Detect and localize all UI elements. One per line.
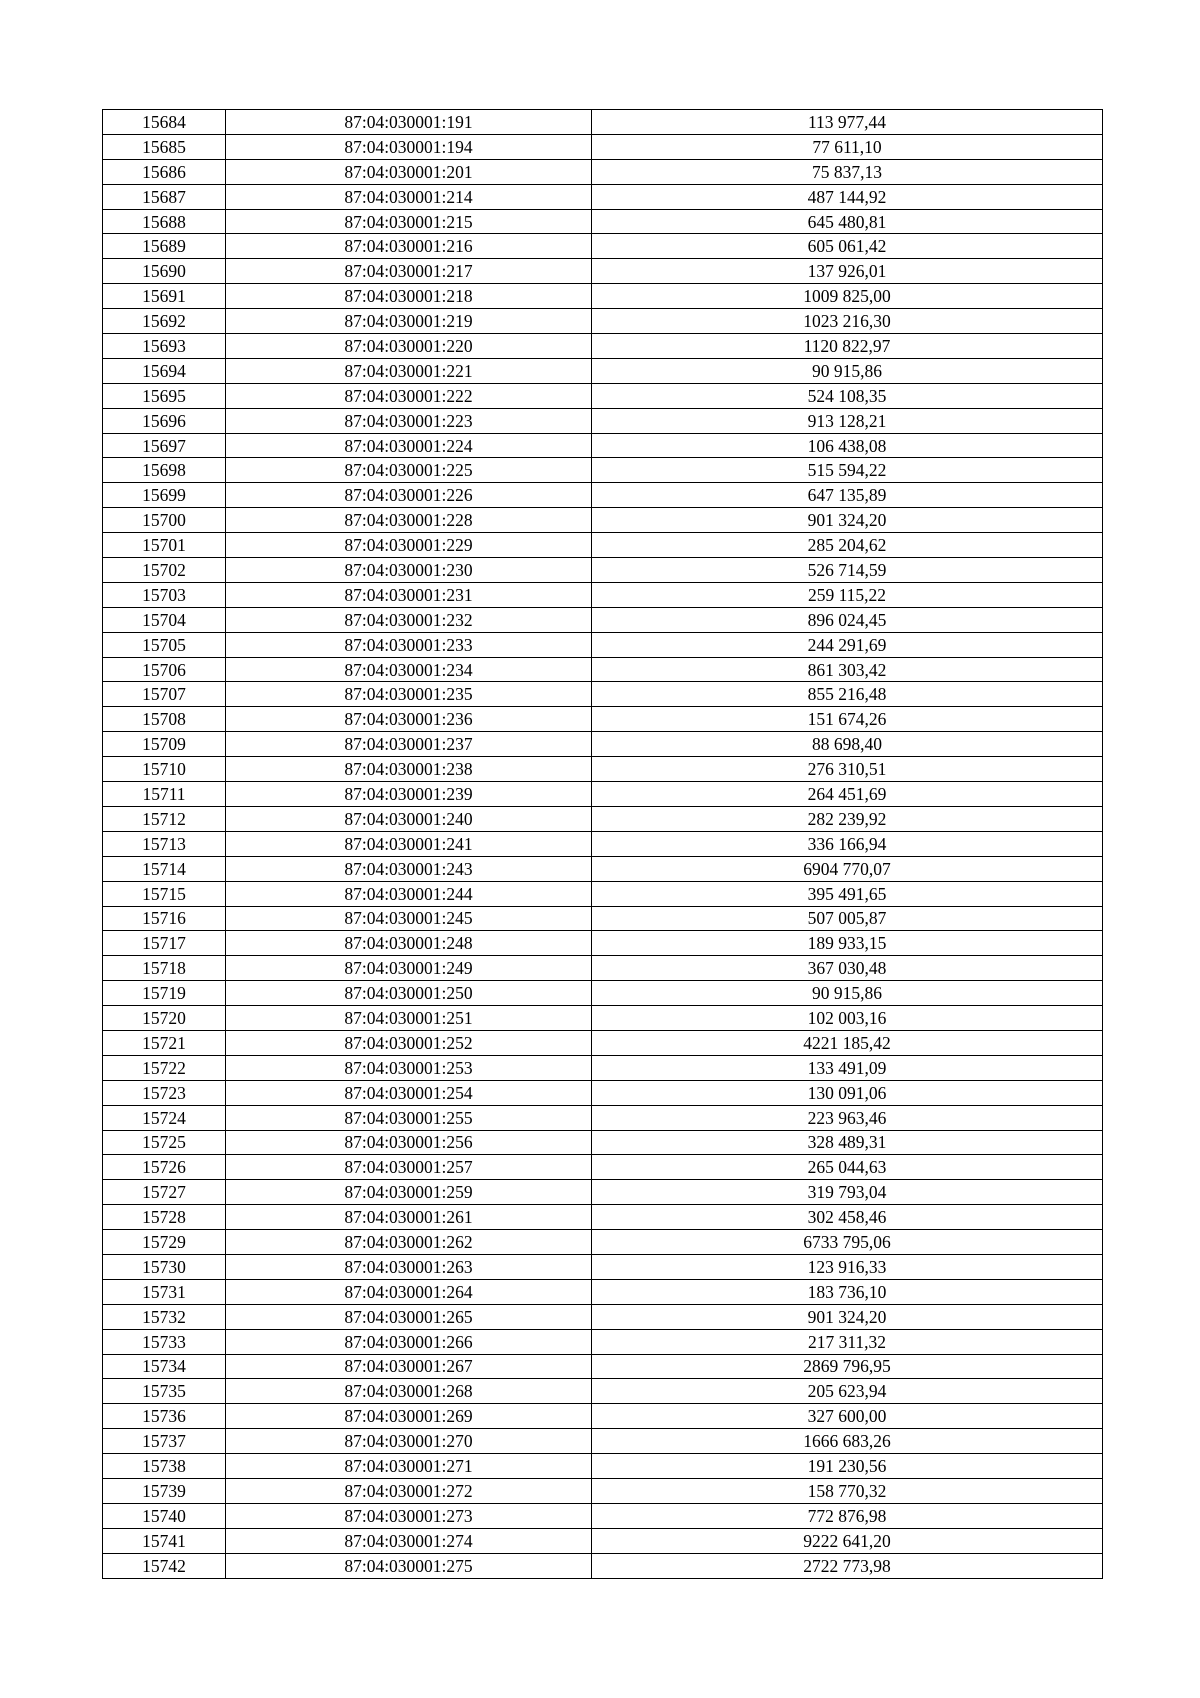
row-number-cell: 15696	[103, 408, 226, 433]
table-row	[103, 856, 1103, 881]
table-row	[103, 1429, 1103, 1454]
cadastral-number-cell: 87:04:030001:215	[226, 209, 592, 234]
cadastral-value-cell: 526 714,59	[592, 558, 1103, 583]
cadastral-value-cell: 6904 770,07	[592, 856, 1103, 881]
table-row	[103, 732, 1103, 757]
cadastral-number-cell: 87:04:030001:229	[226, 533, 592, 558]
table-row	[103, 607, 1103, 632]
cadastral-value-cell: 189 933,15	[592, 931, 1103, 956]
cadastral-number-cell: 87:04:030001:218	[226, 284, 592, 309]
row-number-cell: 15719	[103, 981, 226, 1006]
table-row	[103, 433, 1103, 458]
cadastral-number-cell: 87:04:030001:273	[226, 1503, 592, 1528]
cadastral-number-cell: 87:04:030001:194	[226, 134, 592, 159]
cadastral-value-cell: 265 044,63	[592, 1155, 1103, 1180]
cadastral-number-cell: 87:04:030001:259	[226, 1180, 592, 1205]
cadastral-value-cell: 113 977,44	[592, 110, 1103, 135]
cadastral-number-cell: 87:04:030001:249	[226, 956, 592, 981]
cadastral-value-cell: 264 451,69	[592, 782, 1103, 807]
row-number-cell: 15688	[103, 209, 226, 234]
cadastral-number-cell: 87:04:030001:236	[226, 707, 592, 732]
table-row	[103, 134, 1103, 159]
table-row	[103, 1180, 1103, 1205]
table-row	[103, 1130, 1103, 1155]
cadastral-value-cell: 515 594,22	[592, 458, 1103, 483]
cadastral-number-cell: 87:04:030001:228	[226, 508, 592, 533]
cadastral-value-cell: 151 674,26	[592, 707, 1103, 732]
table-row	[103, 284, 1103, 309]
cadastral-number-cell: 87:04:030001:269	[226, 1404, 592, 1429]
cadastral-value-cell: 6733 795,06	[592, 1230, 1103, 1255]
cadastral-number-cell: 87:04:030001:231	[226, 582, 592, 607]
row-number-cell: 15741	[103, 1528, 226, 1553]
table-row	[103, 533, 1103, 558]
cadastral-number-cell: 87:04:030001:262	[226, 1230, 592, 1255]
cadastral-number-cell: 87:04:030001:275	[226, 1553, 592, 1578]
cadastral-value-cell: 285 204,62	[592, 533, 1103, 558]
cadastral-number-cell: 87:04:030001:239	[226, 782, 592, 807]
table-row	[103, 831, 1103, 856]
cadastral-value-cell: 605 061,42	[592, 234, 1103, 259]
cadastral-value-cell: 191 230,56	[592, 1454, 1103, 1479]
cadastral-value-cell: 1120 822,97	[592, 334, 1103, 359]
table-row	[103, 1080, 1103, 1105]
row-number-cell: 15717	[103, 931, 226, 956]
row-number-cell: 15710	[103, 757, 226, 782]
cadastral-value-cell: 90 915,86	[592, 358, 1103, 383]
cadastral-value-cell: 1666 683,26	[592, 1429, 1103, 1454]
table-row	[103, 508, 1103, 533]
table-row	[103, 408, 1103, 433]
row-number-cell: 15705	[103, 632, 226, 657]
row-number-cell: 15729	[103, 1230, 226, 1255]
table-row	[103, 782, 1103, 807]
cadastral-value-cell: 183 736,10	[592, 1279, 1103, 1304]
cadastral-value-cell: 336 166,94	[592, 831, 1103, 856]
cadastral-value-cell: 327 600,00	[592, 1404, 1103, 1429]
table-row	[103, 184, 1103, 209]
row-number-cell: 15689	[103, 234, 226, 259]
table-row	[103, 209, 1103, 234]
cadastral-number-cell: 87:04:030001:222	[226, 383, 592, 408]
cadastral-number-cell: 87:04:030001:248	[226, 931, 592, 956]
cadastral-number-cell: 87:04:030001:274	[226, 1528, 592, 1553]
row-number-cell: 15687	[103, 184, 226, 209]
table-row	[103, 881, 1103, 906]
row-number-cell: 15714	[103, 856, 226, 881]
cadastral-number-cell: 87:04:030001:272	[226, 1478, 592, 1503]
cadastral-value-cell: 133 491,09	[592, 1055, 1103, 1080]
cadastral-number-cell: 87:04:030001:256	[226, 1130, 592, 1155]
row-number-cell: 15737	[103, 1429, 226, 1454]
table-row	[103, 1205, 1103, 1230]
row-number-cell: 15694	[103, 358, 226, 383]
row-number-cell: 15736	[103, 1404, 226, 1429]
table-row	[103, 1055, 1103, 1080]
row-number-cell: 15725	[103, 1130, 226, 1155]
row-number-cell: 15685	[103, 134, 226, 159]
cadastral-number-cell: 87:04:030001:232	[226, 607, 592, 632]
cadastral-value-cell: 2869 796,95	[592, 1354, 1103, 1379]
cadastral-value-cell: 205 623,94	[592, 1379, 1103, 1404]
row-number-cell: 15728	[103, 1205, 226, 1230]
cadastral-value-cell: 130 091,06	[592, 1080, 1103, 1105]
table-row	[103, 1478, 1103, 1503]
cadastral-number-cell: 87:04:030001:241	[226, 831, 592, 856]
row-number-cell: 15722	[103, 1055, 226, 1080]
row-number-cell: 15693	[103, 334, 226, 359]
row-number-cell: 15706	[103, 657, 226, 682]
table-row	[103, 1105, 1103, 1130]
cadastral-value-cell: 861 303,42	[592, 657, 1103, 682]
cadastral-value-cell: 123 916,33	[592, 1254, 1103, 1279]
cadastral-value-cell: 276 310,51	[592, 757, 1103, 782]
row-number-cell: 15691	[103, 284, 226, 309]
table-row	[103, 1354, 1103, 1379]
table-row	[103, 234, 1103, 259]
cadastral-number-cell: 87:04:030001:261	[226, 1205, 592, 1230]
cadastral-value-cell: 102 003,16	[592, 1006, 1103, 1031]
row-number-cell: 15733	[103, 1329, 226, 1354]
cadastral-number-cell: 87:04:030001:235	[226, 682, 592, 707]
row-number-cell: 15709	[103, 732, 226, 757]
table-row	[103, 757, 1103, 782]
cadastral-number-cell: 87:04:030001:223	[226, 408, 592, 433]
cadastral-number-cell: 87:04:030001:251	[226, 1006, 592, 1031]
cadastral-value-cell: 77 611,10	[592, 134, 1103, 159]
cadastral-value-cell: 217 311,32	[592, 1329, 1103, 1354]
table-row	[103, 358, 1103, 383]
cadastral-number-cell: 87:04:030001:230	[226, 558, 592, 583]
cadastral-number-cell: 87:04:030001:245	[226, 906, 592, 931]
cadastral-value-cell: 75 837,13	[592, 159, 1103, 184]
cadastral-number-cell: 87:04:030001:226	[226, 483, 592, 508]
table-row	[103, 931, 1103, 956]
cadastral-value-cell: 4221 185,42	[592, 1030, 1103, 1055]
cadastral-number-cell: 87:04:030001:265	[226, 1304, 592, 1329]
cadastral-value-cell: 855 216,48	[592, 682, 1103, 707]
table-row	[103, 259, 1103, 284]
table-row	[103, 483, 1103, 508]
table-row	[103, 383, 1103, 408]
cadastral-value-cell: 1009 825,00	[592, 284, 1103, 309]
row-number-cell: 15718	[103, 956, 226, 981]
row-number-cell: 15713	[103, 831, 226, 856]
table-row	[103, 1006, 1103, 1031]
row-number-cell: 15720	[103, 1006, 226, 1031]
cadastral-number-cell: 87:04:030001:270	[226, 1429, 592, 1454]
table-row	[103, 682, 1103, 707]
cadastral-number-cell: 87:04:030001:201	[226, 159, 592, 184]
row-number-cell: 15739	[103, 1478, 226, 1503]
row-number-cell: 15716	[103, 906, 226, 931]
cadastral-number-cell: 87:04:030001:267	[226, 1354, 592, 1379]
cadastral-value-cell: 772 876,98	[592, 1503, 1103, 1528]
row-number-cell: 15734	[103, 1354, 226, 1379]
cadastral-number-cell: 87:04:030001:252	[226, 1030, 592, 1055]
cadastral-number-cell: 87:04:030001:240	[226, 806, 592, 831]
cadastral-number-cell: 87:04:030001:221	[226, 358, 592, 383]
cadastral-value-cell: 328 489,31	[592, 1130, 1103, 1155]
row-number-cell: 15690	[103, 259, 226, 284]
row-number-cell: 15730	[103, 1254, 226, 1279]
cadastral-value-cell: 367 030,48	[592, 956, 1103, 981]
row-number-cell: 15703	[103, 582, 226, 607]
cadastral-value-cell: 896 024,45	[592, 607, 1103, 632]
cadastral-value-cell: 319 793,04	[592, 1180, 1103, 1205]
cadastral-number-cell: 87:04:030001:244	[226, 881, 592, 906]
cadastral-value-cell: 524 108,35	[592, 383, 1103, 408]
cadastral-number-cell: 87:04:030001:219	[226, 309, 592, 334]
row-number-cell: 15697	[103, 433, 226, 458]
row-number-cell: 15735	[103, 1379, 226, 1404]
cadastral-number-cell: 87:04:030001:257	[226, 1155, 592, 1180]
cadastral-value-cell: 1023 216,30	[592, 309, 1103, 334]
cadastral-value-cell: 88 698,40	[592, 732, 1103, 757]
table-row	[103, 707, 1103, 732]
table-row	[103, 458, 1103, 483]
table-row	[103, 1553, 1103, 1578]
table-row	[103, 1379, 1103, 1404]
table-row	[103, 906, 1103, 931]
cadastral-number-cell: 87:04:030001:271	[226, 1454, 592, 1479]
row-number-cell: 15738	[103, 1454, 226, 1479]
cadastral-value-cell: 158 770,32	[592, 1478, 1103, 1503]
table-row	[103, 159, 1103, 184]
cadastral-value-cell: 913 128,21	[592, 408, 1103, 433]
row-number-cell: 15721	[103, 1030, 226, 1055]
table-row	[103, 1503, 1103, 1528]
table-row	[103, 334, 1103, 359]
table-row	[103, 1030, 1103, 1055]
cadastral-number-cell: 87:04:030001:263	[226, 1254, 592, 1279]
table-row	[103, 1279, 1103, 1304]
row-number-cell: 15692	[103, 309, 226, 334]
table-row	[103, 806, 1103, 831]
row-number-cell: 15698	[103, 458, 226, 483]
cadastral-value-table	[102, 109, 1103, 1579]
cadastral-number-cell: 87:04:030001:216	[226, 234, 592, 259]
table-row	[103, 309, 1103, 334]
table-row	[103, 1528, 1103, 1553]
table-row	[103, 956, 1103, 981]
table-row	[103, 1155, 1103, 1180]
cadastral-value-cell: 647 135,89	[592, 483, 1103, 508]
cadastral-value-cell: 282 239,92	[592, 806, 1103, 831]
cadastral-number-cell: 87:04:030001:250	[226, 981, 592, 1006]
cadastral-number-cell: 87:04:030001:254	[226, 1080, 592, 1105]
table-row	[103, 657, 1103, 682]
row-number-cell: 15740	[103, 1503, 226, 1528]
cadastral-number-cell: 87:04:030001:237	[226, 732, 592, 757]
row-number-cell: 15701	[103, 533, 226, 558]
cadastral-value-cell: 487 144,92	[592, 184, 1103, 209]
cadastral-value-cell: 223 963,46	[592, 1105, 1103, 1130]
row-number-cell: 15684	[103, 110, 226, 135]
table-row	[103, 1454, 1103, 1479]
table-row	[103, 582, 1103, 607]
row-number-cell: 15712	[103, 806, 226, 831]
cadastral-number-cell: 87:04:030001:220	[226, 334, 592, 359]
cadastral-number-cell: 87:04:030001:255	[226, 1105, 592, 1130]
cadastral-value-cell: 901 324,20	[592, 1304, 1103, 1329]
table-row	[103, 981, 1103, 1006]
cadastral-value-cell: 395 491,65	[592, 881, 1103, 906]
cadastral-number-cell: 87:04:030001:233	[226, 632, 592, 657]
cadastral-number-cell: 87:04:030001:214	[226, 184, 592, 209]
table-row	[103, 632, 1103, 657]
cadastral-value-cell: 90 915,86	[592, 981, 1103, 1006]
table-row	[103, 558, 1103, 583]
row-number-cell: 15708	[103, 707, 226, 732]
cadastral-number-cell: 87:04:030001:266	[226, 1329, 592, 1354]
cadastral-value-cell: 106 438,08	[592, 433, 1103, 458]
table-row	[103, 1404, 1103, 1429]
row-number-cell: 15704	[103, 607, 226, 632]
row-number-cell: 15731	[103, 1279, 226, 1304]
cadastral-number-cell: 87:04:030001:238	[226, 757, 592, 782]
cadastral-value-cell: 9222 641,20	[592, 1528, 1103, 1553]
cadastral-value-cell: 259 115,22	[592, 582, 1103, 607]
cadastral-value-cell: 137 926,01	[592, 259, 1103, 284]
cadastral-number-cell: 87:04:030001:224	[226, 433, 592, 458]
cadastral-number-cell: 87:04:030001:253	[226, 1055, 592, 1080]
row-number-cell: 15724	[103, 1105, 226, 1130]
row-number-cell: 15727	[103, 1180, 226, 1205]
cadastral-value-cell: 244 291,69	[592, 632, 1103, 657]
cadastral-number-cell: 87:04:030001:234	[226, 657, 592, 682]
cadastral-number-cell: 87:04:030001:191	[226, 110, 592, 135]
cadastral-number-cell: 87:04:030001:264	[226, 1279, 592, 1304]
cadastral-value-cell: 507 005,87	[592, 906, 1103, 931]
cadastral-value-cell: 2722 773,98	[592, 1553, 1103, 1578]
row-number-cell: 15723	[103, 1080, 226, 1105]
cadastral-number-cell: 87:04:030001:243	[226, 856, 592, 881]
row-number-cell: 15699	[103, 483, 226, 508]
row-number-cell: 15732	[103, 1304, 226, 1329]
row-number-cell: 15711	[103, 782, 226, 807]
row-number-cell: 15686	[103, 159, 226, 184]
cadastral-number-cell: 87:04:030001:225	[226, 458, 592, 483]
row-number-cell: 15715	[103, 881, 226, 906]
cadastral-value-cell: 302 458,46	[592, 1205, 1103, 1230]
row-number-cell: 15695	[103, 383, 226, 408]
row-number-cell: 15742	[103, 1553, 226, 1578]
table-row	[103, 1329, 1103, 1354]
row-number-cell: 15700	[103, 508, 226, 533]
table-body	[103, 110, 1103, 1579]
row-number-cell: 15726	[103, 1155, 226, 1180]
table-row	[103, 1230, 1103, 1255]
row-number-cell: 15707	[103, 682, 226, 707]
table-row	[103, 1304, 1103, 1329]
cadastral-value-cell: 901 324,20	[592, 508, 1103, 533]
table-row	[103, 110, 1103, 135]
row-number-cell: 15702	[103, 558, 226, 583]
cadastral-number-cell: 87:04:030001:268	[226, 1379, 592, 1404]
cadastral-value-cell: 645 480,81	[592, 209, 1103, 234]
cadastral-number-cell: 87:04:030001:217	[226, 259, 592, 284]
table-row	[103, 1254, 1103, 1279]
